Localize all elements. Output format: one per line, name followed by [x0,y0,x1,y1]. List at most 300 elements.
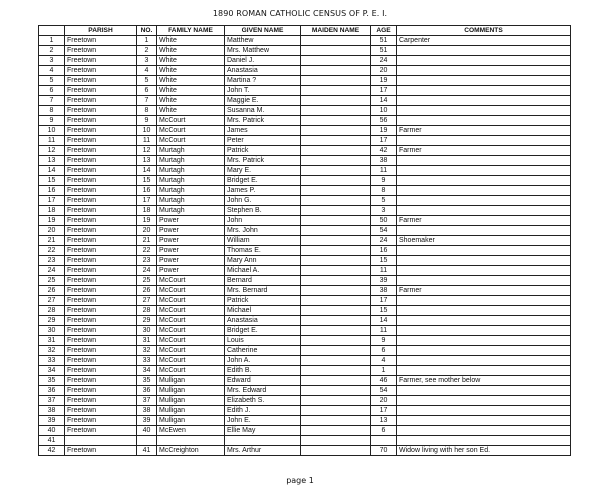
parish-cell: Freetown [65,206,137,216]
row-index: 36 [39,386,65,396]
family-name-cell: White [157,76,225,86]
given-name-cell: Bridget E. [225,326,301,336]
table-row [39,416,571,426]
table-row [39,236,571,246]
row-index: 12 [39,146,65,156]
given-name-cell: Mary E. [225,166,301,176]
age-cell: 17 [371,296,397,306]
col-header-age: AGE [371,26,397,36]
table-row [39,216,571,226]
age-cell: 13 [371,416,397,426]
age-cell: 17 [371,406,397,416]
given-name-cell: Michael [225,306,301,316]
age-cell [371,436,397,446]
table-row [39,396,571,406]
maiden-name-cell [301,446,371,456]
age-cell: 50 [371,216,397,226]
number-cell: 2 [137,46,157,56]
table-row [39,36,571,46]
maiden-name-cell [301,36,371,46]
maiden-name-cell [301,346,371,356]
number-cell: 35 [137,376,157,386]
parish-cell: Freetown [65,116,137,126]
age-cell: 11 [371,266,397,276]
family-name-cell: Murtagh [157,146,225,156]
comments-cell [397,316,571,326]
family-name-cell: McCourt [157,306,225,316]
age-cell: 11 [371,166,397,176]
family-name-cell: White [157,66,225,76]
age-cell: 38 [371,156,397,166]
row-index: 33 [39,356,65,366]
given-name-cell: Mrs. Patrick [225,156,301,166]
comments-cell [397,86,571,96]
given-name-cell: Peter [225,136,301,146]
table-row [39,366,571,376]
table-row [39,436,571,446]
number-cell: 14 [137,166,157,176]
parish-cell: Freetown [65,316,137,326]
table-row [39,166,571,176]
row-index: 17 [39,196,65,206]
number-cell: 20 [137,226,157,236]
maiden-name-cell [301,206,371,216]
age-cell: 14 [371,316,397,326]
maiden-name-cell [301,246,371,256]
col-header-comments: COMMENTS [397,26,571,36]
given-name-cell: Mrs. Matthew [225,46,301,56]
comments-cell [397,336,571,346]
table-row [39,296,571,306]
comments-cell [397,256,571,266]
comments-cell [397,266,571,276]
family-name-cell: McCourt [157,286,225,296]
family-name-cell: Power [157,266,225,276]
given-name-cell: John A. [225,356,301,366]
family-name-cell: Murtagh [157,206,225,216]
comments-cell [397,346,571,356]
given-name-cell: Mary Ann [225,256,301,266]
number-cell: 38 [137,406,157,416]
family-name-cell: McCourt [157,356,225,366]
table-row [39,246,571,256]
comments-cell [397,196,571,206]
row-index: 35 [39,376,65,386]
number-cell: 1 [137,36,157,46]
table-row [39,196,571,206]
document-title: 1890 ROMAN CATHOLIC CENSUS OF P. E. I. [212,9,388,18]
age-cell: 16 [371,246,397,256]
family-name-cell: McCourt [157,326,225,336]
family-name-cell: Murtagh [157,186,225,196]
age-cell: 54 [371,386,397,396]
table-row [39,46,571,56]
family-name-cell: McCourt [157,316,225,326]
parish-cell: Freetown [65,56,137,66]
family-name-cell: Power [157,236,225,246]
given-name-cell: Edith B. [225,366,301,376]
col-header-index [39,26,65,36]
given-name-cell: Patrick [225,146,301,156]
maiden-name-cell [301,186,371,196]
comments-cell [397,436,571,446]
comments-cell: Widow living with her son Ed. [397,446,571,456]
maiden-name-cell [301,376,371,386]
parish-cell: Freetown [65,176,137,186]
maiden-name-cell [301,96,371,106]
table-row [39,206,571,216]
number-cell: 40 [137,426,157,436]
given-name-cell: John E. [225,416,301,426]
row-index: 25 [39,276,65,286]
number-cell: 34 [137,366,157,376]
family-name-cell: Mulligan [157,396,225,406]
number-cell: 19 [137,216,157,226]
given-name-cell: Patrick [225,296,301,306]
number-cell: 15 [137,176,157,186]
given-name-cell: Matthew [225,36,301,46]
family-name-cell: White [157,56,225,66]
maiden-name-cell [301,126,371,136]
maiden-name-cell [301,416,371,426]
comments-cell: Farmer [397,216,571,226]
given-name-cell: Maggie E. [225,96,301,106]
number-cell: 30 [137,326,157,336]
row-index: 9 [39,116,65,126]
table-row [39,276,571,286]
family-name-cell: White [157,106,225,116]
age-cell: 24 [371,56,397,66]
given-name-cell: Ellie May [225,426,301,436]
family-name-cell: Power [157,256,225,266]
comments-cell [397,66,571,76]
age-cell: 51 [371,46,397,56]
maiden-name-cell [301,106,371,116]
maiden-name-cell [301,46,371,56]
age-cell: 20 [371,66,397,76]
comments-cell: Farmer [397,126,571,136]
table-row [39,186,571,196]
number-cell: 22 [137,246,157,256]
row-index: 1 [39,36,65,46]
age-cell: 51 [371,36,397,46]
maiden-name-cell [301,166,371,176]
comments-cell: Carpenter [397,36,571,46]
comments-cell [397,406,571,416]
family-name-cell: McCourt [157,126,225,136]
comments-cell [397,396,571,406]
row-index: 2 [39,46,65,56]
maiden-name-cell [301,146,371,156]
row-index: 41 [39,436,65,446]
age-cell: 54 [371,226,397,236]
table-row [39,106,571,116]
maiden-name-cell [301,236,371,246]
parish-cell: Freetown [65,66,137,76]
row-index: 28 [39,306,65,316]
given-name-cell: Mrs. Arthur [225,446,301,456]
comments-cell [397,426,571,436]
number-cell: 9 [137,116,157,126]
row-index: 24 [39,266,65,276]
parish-cell: Freetown [65,266,137,276]
maiden-name-cell [301,306,371,316]
age-cell: 42 [371,146,397,156]
age-cell: 17 [371,86,397,96]
number-cell: 21 [137,236,157,246]
number-cell: 10 [137,126,157,136]
given-name-cell: John G. [225,196,301,206]
row-index: 32 [39,346,65,356]
number-cell: 6 [137,86,157,96]
comments-cell [397,366,571,376]
row-index: 3 [39,56,65,66]
family-name-cell: McCourt [157,136,225,146]
given-name-cell: James P. [225,186,301,196]
comments-cell [397,226,571,236]
row-index: 22 [39,246,65,256]
parish-cell: Freetown [65,226,137,236]
row-index: 31 [39,336,65,346]
table-row [39,126,571,136]
comments-cell [397,206,571,216]
age-cell: 8 [371,186,397,196]
parish-cell: Freetown [65,46,137,56]
comments-cell: Shoemaker [397,236,571,246]
parish-cell: Freetown [65,336,137,346]
family-name-cell: McCourt [157,116,225,126]
table-row [39,326,571,336]
number-cell: 11 [137,136,157,146]
parish-cell: Freetown [65,76,137,86]
row-index: 30 [39,326,65,336]
comments-cell: Farmer, see mother below [397,376,571,386]
maiden-name-cell [301,66,371,76]
row-index: 40 [39,426,65,436]
given-name-cell: Daniel J. [225,56,301,66]
family-name-cell: White [157,86,225,96]
comments-cell [397,156,571,166]
given-name-cell: Mrs. Patrick [225,116,301,126]
row-index: 34 [39,366,65,376]
comments-cell: Farmer [397,286,571,296]
number-cell: 33 [137,356,157,366]
number-cell: 17 [137,196,157,206]
parish-cell: Freetown [65,306,137,316]
comments-cell [397,246,571,256]
census-table [38,25,571,456]
given-name-cell: Michael A. [225,266,301,276]
row-index: 27 [39,296,65,306]
family-name-cell: McEwen [157,426,225,436]
family-name-cell: White [157,96,225,106]
row-index: 13 [39,156,65,166]
number-cell: 3 [137,56,157,66]
age-cell: 70 [371,446,397,456]
table-row [39,86,571,96]
family-name-cell: Murtagh [157,166,225,176]
given-name-cell [225,436,301,446]
parish-cell [65,436,137,446]
table-row [39,266,571,276]
maiden-name-cell [301,276,371,286]
given-name-cell: Edith J. [225,406,301,416]
parish-cell: Freetown [65,136,137,146]
family-name-cell [157,436,225,446]
family-name-cell: Mulligan [157,416,225,426]
comments-cell [397,46,571,56]
parish-cell: Freetown [65,446,137,456]
table-row [39,376,571,386]
maiden-name-cell [301,326,371,336]
number-cell: 13 [137,156,157,166]
number-cell: 8 [137,106,157,116]
maiden-name-cell [301,436,371,446]
row-index: 8 [39,106,65,116]
table-row [39,66,571,76]
family-name-cell: Murtagh [157,176,225,186]
comments-cell [397,416,571,426]
table-row [39,96,571,106]
table-row [39,176,571,186]
maiden-name-cell [301,296,371,306]
parish-cell: Freetown [65,96,137,106]
comments-cell [397,276,571,286]
number-cell: 23 [137,256,157,266]
parish-cell: Freetown [65,376,137,386]
family-name-cell: McCourt [157,276,225,286]
family-name-cell: Power [157,226,225,236]
census-table-body [39,36,571,456]
maiden-name-cell [301,136,371,146]
parish-cell: Freetown [65,216,137,226]
given-name-cell: Bridget E. [225,176,301,186]
number-cell: 31 [137,336,157,346]
comments-cell [397,96,571,106]
row-index: 16 [39,186,65,196]
row-index: 39 [39,416,65,426]
family-name-cell: McCreighton [157,446,225,456]
maiden-name-cell [301,226,371,236]
maiden-name-cell [301,266,371,276]
maiden-name-cell [301,426,371,436]
row-index: 7 [39,96,65,106]
given-name-cell: James [225,126,301,136]
family-name-cell: Murtagh [157,156,225,166]
comments-cell [397,306,571,316]
parish-cell: Freetown [65,166,137,176]
row-index: 20 [39,226,65,236]
table-row [39,386,571,396]
parish-cell: Freetown [65,426,137,436]
parish-cell: Freetown [65,106,137,116]
given-name-cell: Edward [225,376,301,386]
age-cell: 9 [371,336,397,346]
number-cell: 12 [137,146,157,156]
age-cell: 20 [371,396,397,406]
parish-cell: Freetown [65,416,137,426]
comments-cell [397,56,571,66]
maiden-name-cell [301,116,371,126]
comments-cell [397,106,571,116]
age-cell: 15 [371,256,397,266]
age-cell: 11 [371,326,397,336]
row-index: 29 [39,316,65,326]
number-cell: 24 [137,266,157,276]
maiden-name-cell [301,196,371,206]
col-header-no: NO. [137,26,157,36]
row-index: 21 [39,236,65,246]
maiden-name-cell [301,176,371,186]
given-name-cell: Louis [225,336,301,346]
age-cell: 46 [371,376,397,386]
age-cell: 6 [371,346,397,356]
family-name-cell: Murtagh [157,196,225,206]
maiden-name-cell [301,286,371,296]
given-name-cell: Bernard [225,276,301,286]
row-index: 6 [39,86,65,96]
number-cell: 29 [137,316,157,326]
age-cell: 14 [371,96,397,106]
row-index: 19 [39,216,65,226]
table-row [39,426,571,436]
given-name-cell: Thomas E. [225,246,301,256]
table-row [39,76,571,86]
table-row [39,256,571,266]
comments-cell [397,296,571,306]
family-name-cell: Mulligan [157,406,225,416]
maiden-name-cell [301,76,371,86]
maiden-name-cell [301,386,371,396]
age-cell: 19 [371,126,397,136]
number-cell: 5 [137,76,157,86]
comments-cell [397,166,571,176]
given-name-cell: Susanna M. [225,106,301,116]
given-name-cell: Mrs. Bernard [225,286,301,296]
maiden-name-cell [301,356,371,366]
maiden-name-cell [301,316,371,326]
given-name-cell: Martina ? [225,76,301,86]
parish-cell: Freetown [65,366,137,376]
parish-cell: Freetown [65,396,137,406]
age-cell: 6 [371,426,397,436]
family-name-cell: White [157,36,225,46]
table-row [39,56,571,66]
row-index: 18 [39,206,65,216]
row-index: 26 [39,286,65,296]
parish-cell: Freetown [65,406,137,416]
age-cell: 24 [371,236,397,246]
family-name-cell: White [157,46,225,56]
given-name-cell: William [225,236,301,246]
header-row [39,26,571,36]
row-index: 37 [39,396,65,406]
number-cell: 26 [137,286,157,296]
number-cell: 25 [137,276,157,286]
family-name-cell: McCourt [157,346,225,356]
maiden-name-cell [301,256,371,266]
given-name-cell: Elizabeth S. [225,396,301,406]
number-cell [137,436,157,446]
number-cell: 36 [137,386,157,396]
parish-cell: Freetown [65,156,137,166]
comments-cell [397,116,571,126]
page-number: page 1 [286,476,314,485]
age-cell: 9 [371,176,397,186]
given-name-cell: Catherine [225,346,301,356]
parish-cell: Freetown [65,356,137,366]
table-row [39,226,571,236]
